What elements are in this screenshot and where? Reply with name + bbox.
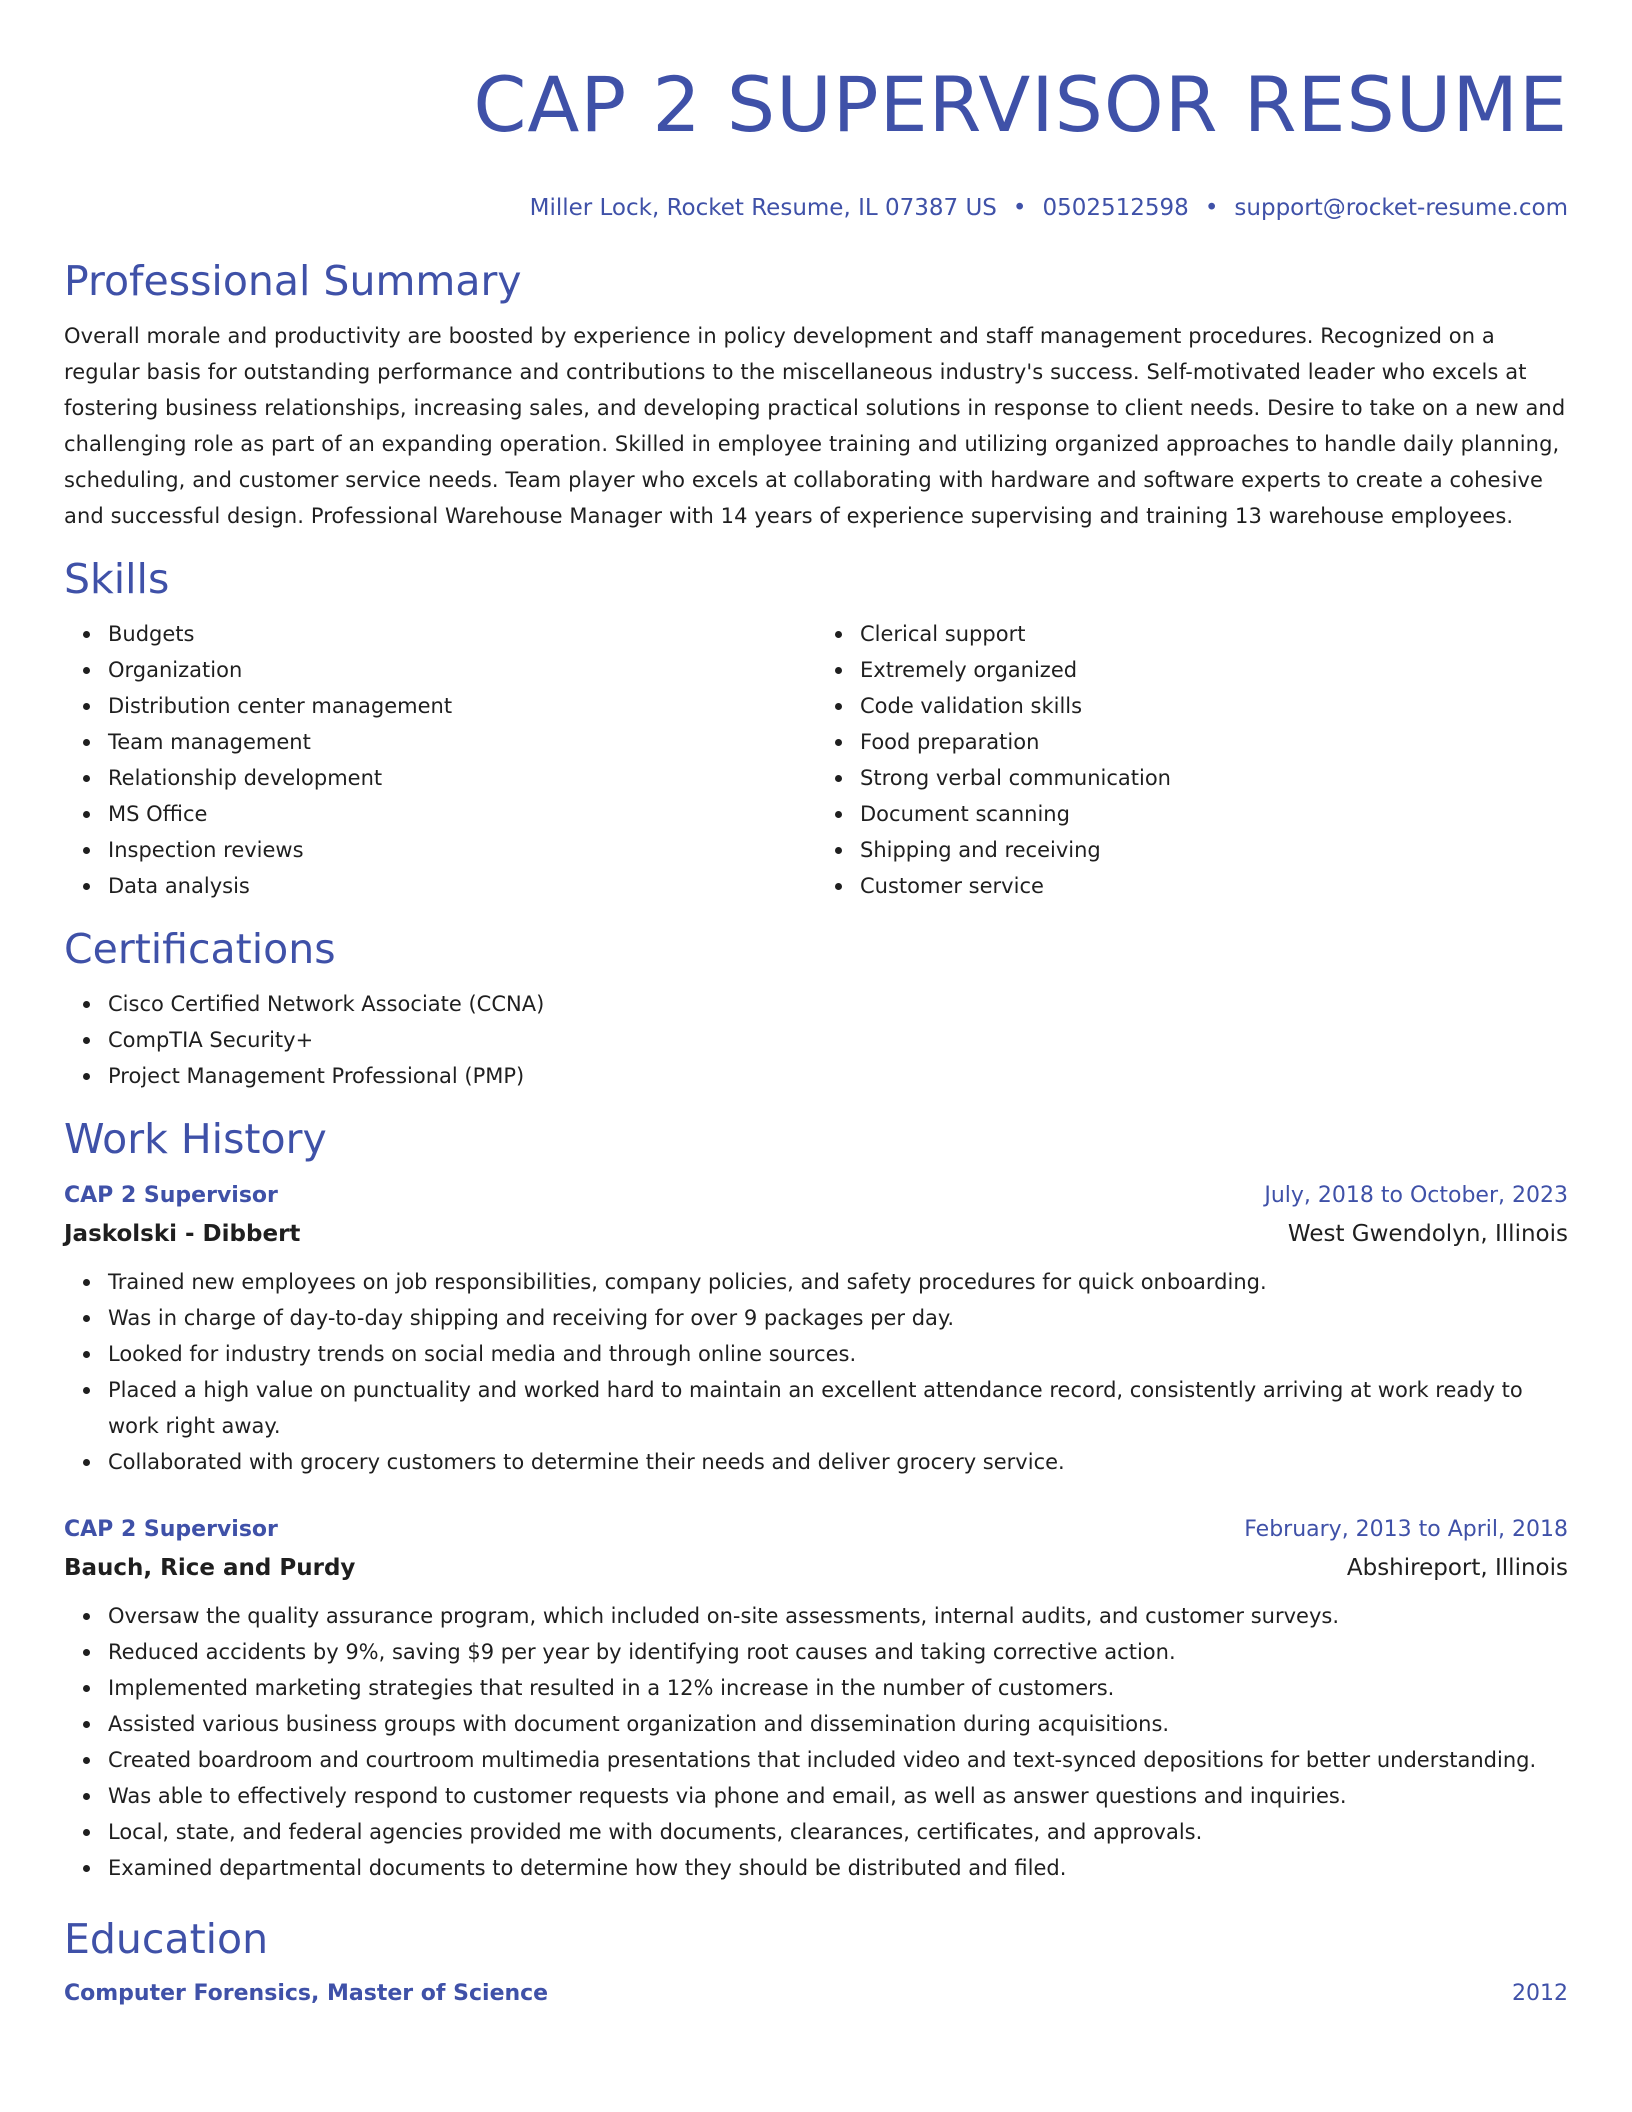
skill-item: Extremely organized bbox=[860, 652, 1568, 688]
job-bullet: Reduced accidents by 9%, saving $9 per year by identifying root causes and taking corrective action. bbox=[108, 1634, 1568, 1670]
skill-item: Strong verbal communication bbox=[860, 760, 1568, 796]
skill-item: Food preparation bbox=[860, 724, 1568, 760]
skill-item: Document scanning bbox=[860, 796, 1568, 832]
job-bullet: Trained new employees on job responsibilities, company policies, and safety procedures for quick onboarding. bbox=[108, 1264, 1568, 1300]
job-bullet: Examined departmental documents to determine how they should be distributed and filed. bbox=[108, 1850, 1568, 1886]
skill-item: MS Office bbox=[108, 796, 816, 832]
job-bullet: Implemented marketing strategies that resulted in a 12% increase in the number of customers. bbox=[108, 1670, 1568, 1706]
job-dates: February, 2013 to April, 2018 bbox=[1244, 1517, 1568, 1542]
contact-separator: • bbox=[1204, 195, 1219, 221]
job-location: West Gwendolyn, Illinois bbox=[1287, 1221, 1568, 1247]
summary-text: Overall morale and productivity are boosted by experience in policy development and staff management procedures. Recognized on a regular basis for outstanding performance and contributions to the miscellaneous industry's success. Self-motivated leader who excels at fostering business relationships, increasing sales, and developing practical solutions in response to client needs. Desire to take on a new and challenging role as part of an expanding operation. Skilled in employee training and utilizing organized approaches to handle daily planning, scheduling, and customer service needs. Team player who excels at collaborating with hardware and software experts to create a cohesive and successful design. Professional Warehouse Manager with 14 years of experience supervising and training 13 warehouse employees. bbox=[64, 324, 1566, 528]
job-header bbox=[64, 1178, 1568, 1214]
skills-heading: Skills bbox=[64, 555, 170, 603]
certifications-section bbox=[64, 924, 1568, 1094]
job-employer: Jaskolski - Dibbert bbox=[64, 1221, 301, 1247]
education-entry bbox=[64, 1976, 1568, 2012]
job-bullet: Collaborated with grocery customers to determine their needs and deliver grocery service. bbox=[108, 1444, 1568, 1480]
skill-item: Code validation skills bbox=[860, 688, 1568, 724]
job-bullets bbox=[64, 1598, 1568, 1886]
certification-item: CompTIA Security+ bbox=[108, 1022, 1568, 1058]
skill-item: Distribution center management bbox=[108, 688, 816, 724]
job-bullet: Looked for industry trends on social media and through online sources. bbox=[108, 1336, 1568, 1372]
certification-item: Cisco Certified Network Associate (CCNA) bbox=[108, 986, 1568, 1022]
certifications-heading: Certifications bbox=[64, 925, 336, 973]
job-bullet: Oversaw the quality assurance program, which included on-site assessments, internal audits, and customer surveys. bbox=[108, 1598, 1568, 1634]
job-title: CAP 2 Supervisor bbox=[64, 1183, 278, 1208]
contact-phone: 0502512598 bbox=[1042, 195, 1189, 221]
education-degree: Computer Forensics, Master of Science bbox=[64, 1981, 549, 2006]
work-history-section bbox=[64, 1114, 1568, 1886]
skill-item: Clerical support bbox=[860, 616, 1568, 652]
skill-item: Organization bbox=[108, 652, 816, 688]
skill-item: Data analysis bbox=[108, 868, 816, 904]
contact-email: support@rocket-resume.com bbox=[1234, 195, 1568, 221]
skills-grid bbox=[64, 616, 1568, 904]
job-bullet: Created boardroom and courtroom multimedia presentations that included video and text-synced depositions for better understanding. bbox=[108, 1742, 1568, 1778]
job-dates: July, 2018 to October, 2023 bbox=[1264, 1183, 1568, 1208]
skill-item: Shipping and receiving bbox=[860, 832, 1568, 868]
education-section bbox=[64, 1914, 1568, 2012]
job-entry bbox=[64, 1512, 1568, 1886]
job-bullet: Placed a high value on punctuality and worked hard to maintain an excellent attendance record, consistently arriving at work ready to work right away. bbox=[108, 1372, 1568, 1444]
skills-list-right bbox=[816, 616, 1568, 904]
job-employer: Bauch, Rice and Purdy bbox=[64, 1555, 356, 1581]
job-bullet: Was able to effectively respond to customer requests via phone and email, as well as answer questions and inquiries. bbox=[108, 1778, 1568, 1814]
job-header bbox=[64, 1512, 1568, 1548]
contact-address: Miller Lock, Rocket Resume, IL 07387 US bbox=[529, 195, 997, 221]
skill-item: Budgets bbox=[108, 616, 816, 652]
skills-section bbox=[64, 554, 1568, 904]
summary-section bbox=[64, 256, 1568, 534]
education-year: 2012 bbox=[1512, 1981, 1568, 2006]
certifications-list bbox=[64, 986, 1568, 1094]
resume-title: CAP 2 SUPERVISOR RESUME bbox=[473, 60, 1568, 149]
job-entry bbox=[64, 1178, 1568, 1480]
skills-list-left bbox=[64, 616, 816, 904]
job-location: Abshireport, Illinois bbox=[1346, 1555, 1568, 1581]
skill-item: Team management bbox=[108, 724, 816, 760]
job-bullet: Local, state, and federal agencies provided me with documents, clearances, certificates, and approvals. bbox=[108, 1814, 1568, 1850]
job-bullet: Assisted various business groups with document organization and dissemination during acquisitions. bbox=[108, 1706, 1568, 1742]
education-heading: Education bbox=[64, 1915, 269, 1963]
skill-item: Relationship development bbox=[108, 760, 816, 796]
job-bullet: Was in charge of day-to-day shipping and receiving for over 9 packages per day. bbox=[108, 1300, 1568, 1336]
summary-heading: Professional Summary bbox=[64, 257, 522, 305]
contact-line bbox=[64, 194, 1568, 222]
contact-separator: • bbox=[1012, 195, 1027, 221]
job-title: CAP 2 Supervisor bbox=[64, 1517, 278, 1542]
skill-item: Inspection reviews bbox=[108, 832, 816, 868]
job-bullets bbox=[64, 1264, 1568, 1480]
job-subheader bbox=[64, 1214, 1568, 1254]
skill-item: Customer service bbox=[860, 868, 1568, 904]
work-history-heading: Work History bbox=[64, 1115, 327, 1163]
job-subheader bbox=[64, 1548, 1568, 1588]
certification-item: Project Management Professional (PMP) bbox=[108, 1058, 1568, 1094]
